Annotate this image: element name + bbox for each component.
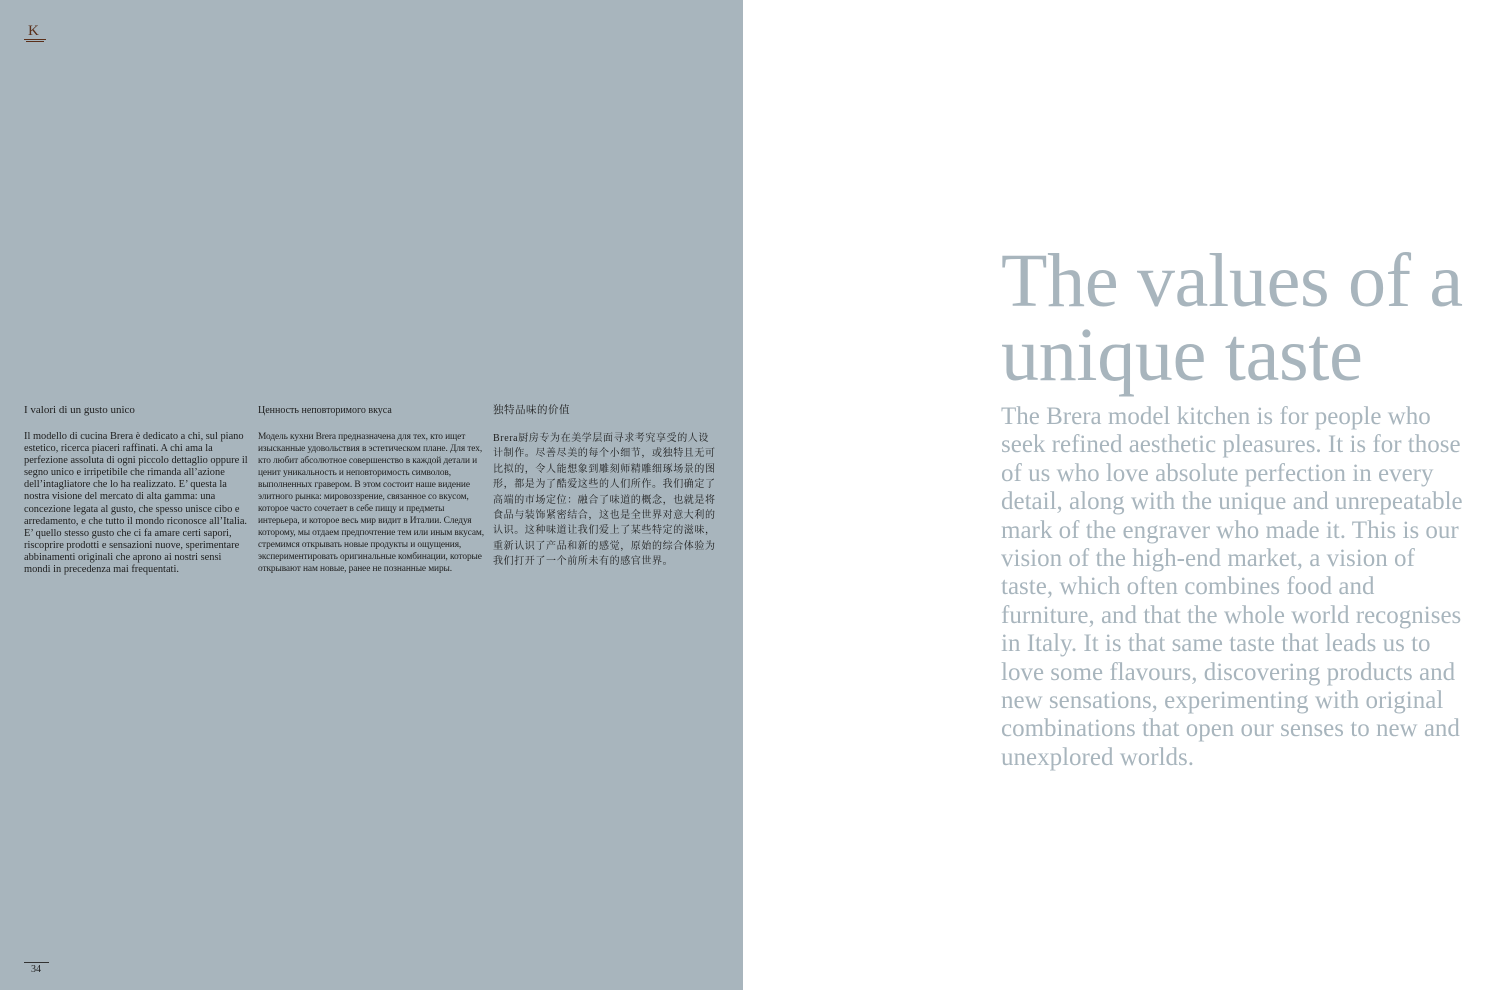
- logo-rule-lower: [26, 41, 44, 42]
- italian-heading: I valori di un gusto unico: [24, 404, 135, 416]
- english-body: The Brera model kitchen is for people who seek refined aesthetic pleasures. It is for those of us who love absolute perfection in every detail, along with the unique and unrepeatable mark of the engraver who made it. This is our vision of the high-end market, a vision of taste, which often combines food and furniture, and that the whole world recognises in Italy. It is that same taste that leads us to love some flavours, discovering products and new sensations, experimenting with original combinations that open our senses to new and unexplored worlds.: [1001, 403, 1463, 771]
- chinese-heading: 独特品味的价值: [493, 405, 570, 416]
- russian-heading: Ценность неповторимого вкуса: [258, 405, 392, 416]
- page-title: The values of a unique taste: [1001, 239, 1463, 397]
- italian-body: Il modello di cucina Brera è dedicato a chi, sul piano estetico, ricerca piaceri raffinati. A chi ama la perfezione assoluta di ogni piccolo dettaglio oppure il segno unico e irripetibile che rimanda all’azione dell’intagliatore che lo ha realizzato. E’ questa la nostra visione del mercato di alta gamma: una concezione legata al gusto, che spesso unisce cibo e arredamento, e che tutto il mondo riconosce all’Italia. E’ quello stesso gusto che ci fa amare certi sapori, riscoprire prodotti e sensazioni nuove, sperimentare abbinamenti originali che aprono ai nostri sensi mondi in precedenza mai frequentati.: [24, 431, 248, 576]
- right-page: [743, 0, 1485, 990]
- page-number-rule: [24, 962, 49, 963]
- chinese-body: Brera厨房专为在美学层面寻求考究享受的人设计制作。尽善尽美的每个小细节，或独特且无可比拟的，令人能想象到雕刻师精雕细琢场景的图形，都是为了酷爱这些的人们所作。我们确定了高端的市场定位：融合了味道的概念，也就是将食品与装饰紧密结合，这也是全世界对意大利的认识。这种味道让我们爱上了某些特定的滋味，重新认识了产品和新的感觉，原始的综合体验为我们打开了一个前所未有的感官世界。: [493, 433, 716, 568]
- logo-letter: K: [28, 23, 39, 39]
- brand-monogram-k-icon: [24, 24, 46, 44]
- page-number: 34: [31, 964, 41, 975]
- chinese-column: [493, 404, 719, 570]
- russian-column: [258, 404, 484, 575]
- russian-body: Модель кухни Brera предназначена для тех, кто ищет изысканные удовольствия в эстетическом плане. Для тех, кто любит абсолютное совершенство в каждой детали и ценит уникальность и неповторимость символов, выполненных гравером. В этом состоит наше видение элитного рынка: мировоззрение, связанное со вкусом, которое часто сочетает в себе пищу и предметы интерьера, и которое весь мир видит в Италии. Следуя которому, мы отдаем предпочтение тем или иным вкусам, стремимся открывать новые продукты и ощущения, экспериментировать оригинальные комбинации, которые открывают нам новые, ранее не познанные миры.: [258, 432, 484, 574]
- logo-rule: [24, 39, 46, 40]
- italian-column: [24, 404, 249, 576]
